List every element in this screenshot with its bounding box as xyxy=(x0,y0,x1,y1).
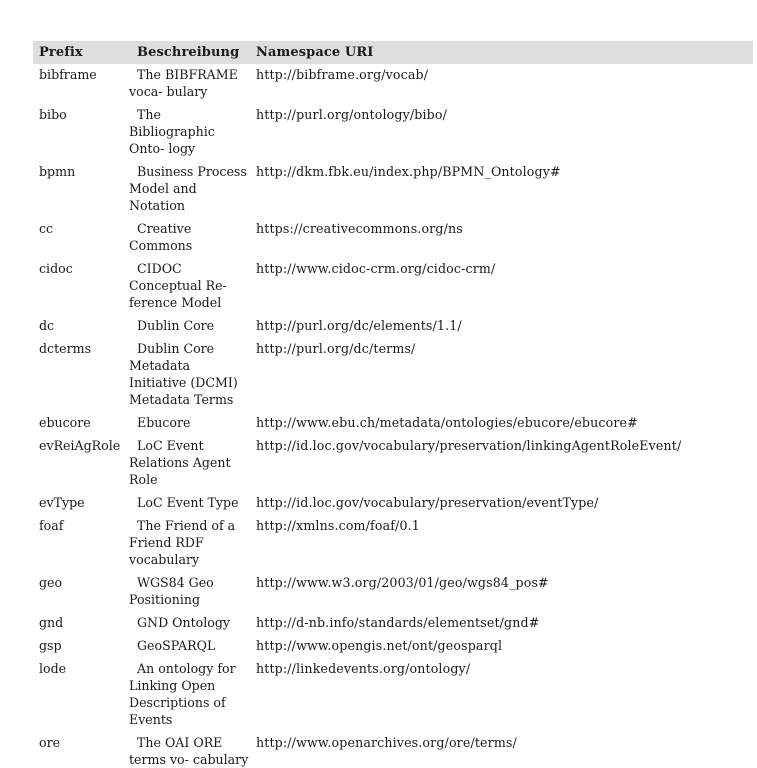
table-row xyxy=(33,163,753,220)
cell-description: The Friend of a Friend RDF vocabulary xyxy=(129,518,236,567)
cell-description: LoC Event Relations Agent Role xyxy=(129,438,231,487)
cell-namespace-uri: http://xmlns.com/foaf/0.1 xyxy=(256,518,420,533)
cell-prefix: cc xyxy=(39,221,54,236)
cell-namespace-uri: http://purl.org/ontology/bibo/ xyxy=(256,107,447,122)
cell-prefix: lode xyxy=(39,661,67,676)
header-prefix: Prefix xyxy=(39,45,83,60)
cell-prefix: gnd xyxy=(39,615,64,630)
cell-namespace-uri: http://www.ebu.ch/metadata/ontologies/ebucore/ebucore# xyxy=(256,415,638,430)
cell-prefix: evType xyxy=(39,495,85,510)
cell-namespace-uri: http://www.w3.org/2003/01/geo/wgs84_pos# xyxy=(256,575,549,590)
cell-prefix: gsp xyxy=(39,638,62,653)
cell-namespace-uri: http://id.loc.gov/vocabulary/preservation/linkingAgentRoleEvent/ xyxy=(256,438,682,453)
table-row xyxy=(33,437,753,494)
cell-prefix: bibo xyxy=(39,107,67,122)
table-row xyxy=(33,64,753,106)
cell-prefix: cidoc xyxy=(39,261,73,276)
cell-namespace-uri: http://www.opengis.net/ont/geosparql xyxy=(256,638,503,653)
table-row xyxy=(33,340,753,414)
cell-namespace-uri: http://purl.org/dc/terms/ xyxy=(256,341,416,356)
cell-namespace-uri: http://id.loc.gov/vocabulary/preservation/eventType/ xyxy=(256,495,599,510)
cell-prefix: dc xyxy=(39,318,55,333)
cell-namespace-uri: http://www.cidoc-crm.org/cidoc-crm/ xyxy=(256,261,496,276)
cell-prefix: bpmn xyxy=(39,164,76,179)
cell-description: CIDOC Conceptual Re- ference Model xyxy=(129,261,227,310)
cell-prefix: dcterms xyxy=(39,341,92,356)
cell-namespace-uri: http://dkm.fbk.eu/index.php/BPMN_Ontology# xyxy=(256,164,561,179)
cell-description: An ontology for Linking Open Descriptions of Events xyxy=(129,661,236,727)
cell-description: The Bibliographic Onto- logy xyxy=(129,107,215,156)
cell-description: Dublin Core Metadata Initiative (DCMI) Metadata Terms xyxy=(129,341,238,407)
cell-prefix: bibframe xyxy=(39,67,97,82)
cell-description: Business Process Model and Notation xyxy=(129,164,247,213)
cell-description: Ebucore xyxy=(137,415,191,430)
cell-namespace-uri: http://linkedevents.org/ontology/ xyxy=(256,661,471,676)
cell-description: LoC Event Type xyxy=(137,495,239,510)
table-row xyxy=(33,414,753,437)
table-row xyxy=(33,220,753,260)
cell-prefix: geo xyxy=(39,575,63,590)
cell-namespace-uri: https://creativecommons.org/ns xyxy=(256,221,463,236)
table-header-row xyxy=(33,41,753,64)
table-row xyxy=(33,317,753,340)
cell-prefix: ore xyxy=(39,735,61,750)
cell-description: The BIBFRAME voca- bulary xyxy=(129,67,238,99)
table-row xyxy=(33,660,753,734)
cell-namespace-uri: http://www.openarchives.org/ore/terms/ xyxy=(256,735,517,750)
table-row xyxy=(33,260,753,317)
table-row xyxy=(33,574,753,614)
table-row xyxy=(33,734,753,768)
table-body xyxy=(33,64,753,768)
table-row xyxy=(33,637,753,660)
cell-namespace-uri: http://purl.org/dc/elements/1.1/ xyxy=(256,318,462,333)
cell-description: Dublin Core xyxy=(137,318,215,333)
header-namespace-uri: Namespace URI xyxy=(256,45,374,60)
table-row xyxy=(33,517,753,574)
cell-prefix: foaf xyxy=(39,518,64,533)
namespace-table xyxy=(33,41,753,768)
header-description: Beschreibung xyxy=(137,45,240,60)
cell-description: Creative Commons xyxy=(129,221,193,253)
cell-prefix: evReiAgRole xyxy=(39,438,121,453)
cell-description: GeoSPARQL xyxy=(137,638,216,653)
cell-description: GND Ontology xyxy=(137,615,231,630)
table-row xyxy=(33,494,753,517)
cell-namespace-uri: http://d-nb.info/standards/elementset/gnd# xyxy=(256,615,540,630)
table-row xyxy=(33,106,753,163)
cell-namespace-uri: http://bibframe.org/vocab/ xyxy=(256,67,429,82)
cell-prefix: ebucore xyxy=(39,415,91,430)
namespace-table-container xyxy=(33,41,753,768)
cell-description: The OAI ORE terms vo- cabulary xyxy=(129,735,249,767)
table-row xyxy=(33,614,753,637)
cell-description: WGS84 Geo Positioning xyxy=(129,575,214,607)
